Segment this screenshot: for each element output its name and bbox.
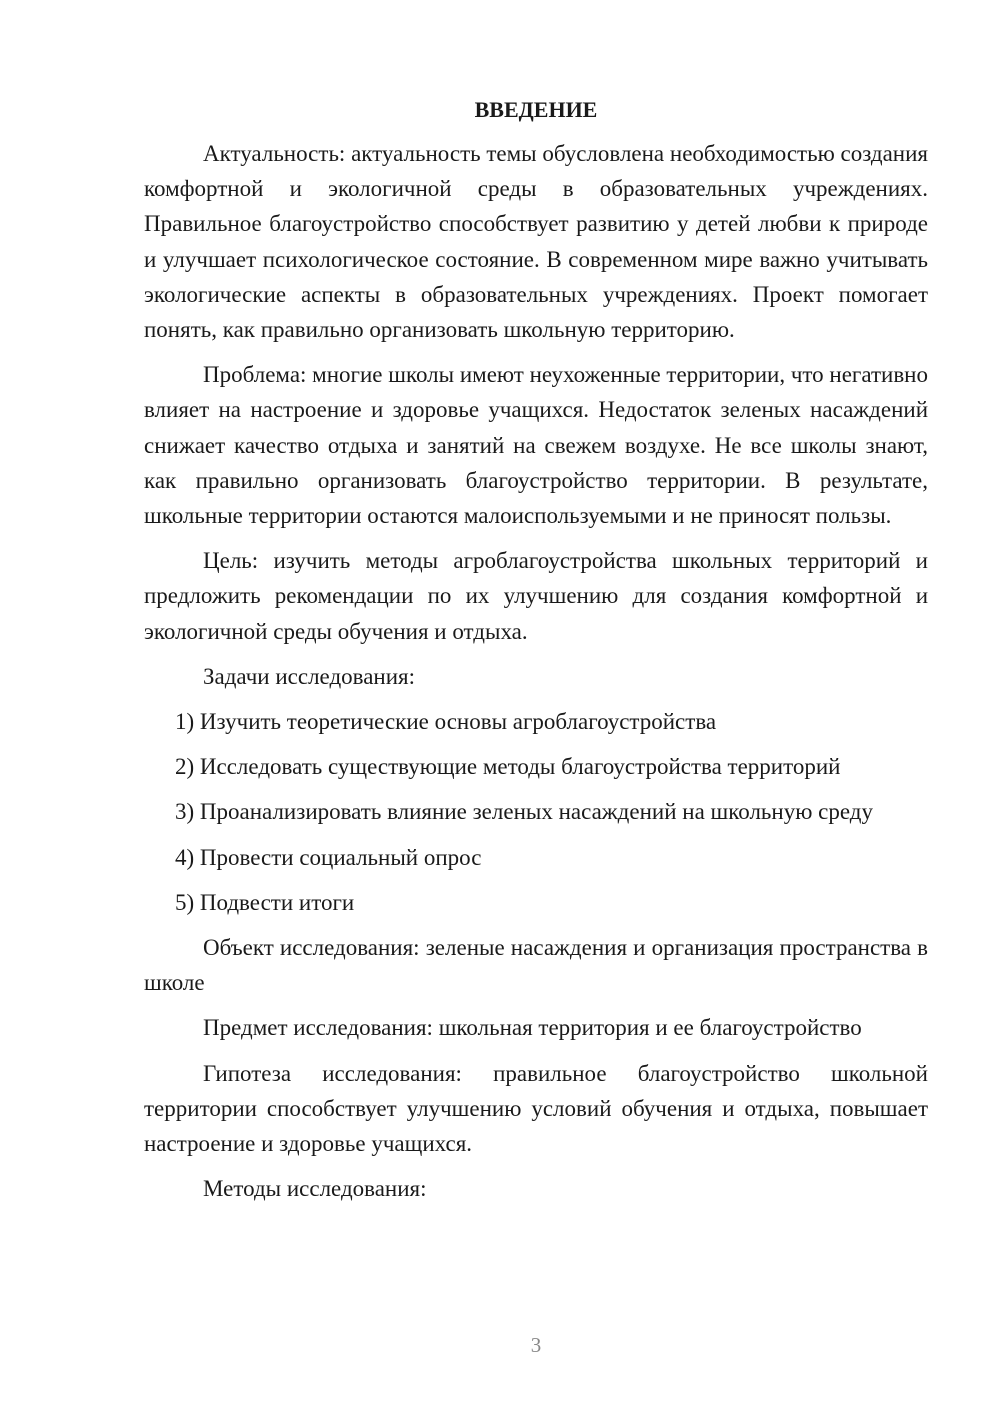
list-item: 4) Провести социальный опрос <box>175 844 482 870</box>
problem-paragraph: Проблема: многие школы имеют неухоженные территории, что негативно влияет на настроение и здоровье учащихся. Недостаток зеленых насаждений снижает качество отдыха и занятий на свежем воздухе. Не все школы знают, как правильно организовать благоустройство территории. В результате, школьные территории остаются малоиспользуемыми и не приносят пользы. <box>144 362 928 529</box>
list-item: 5) Подвести итоги <box>175 889 355 915</box>
object-paragraph: Объект исследования: зеленые насаждения и организация пространства в школе <box>144 935 928 996</box>
tasks-list <box>144 704 928 920</box>
list-item: 2) Исследовать существующие методы благоустройства территорий <box>175 754 841 780</box>
goal-paragraph: Цель: изучить методы агроблагоустройства школьных территорий и предложить рекомендации по их улучшению для создания комфортной и экологичной среды обучения и отдыха. <box>144 548 928 644</box>
tasks-heading: Задачи исследования: <box>203 663 416 689</box>
relevance-paragraph: Актуальность: актуальность темы обусловлена необходимостью создания комфортной и экологичной среды в образовательных учреждениях. Правильное благоустройство способствует развитию у детей любви к природе и улучшает психологическое состояние. В современном мире важно учитывать экологические аспекты в образовательных учреждениях. Проект помогает понять, как правильно организовать школьную территорию. <box>144 141 929 343</box>
subject-paragraph: Предмет исследования: школьная территория и ее благоустройство <box>203 1015 862 1041</box>
page-content <box>144 92 928 1216</box>
methods-heading: Методы исследования: <box>203 1176 427 1202</box>
list-item: 3) Проанализировать влияние зеленых насаждений на школьную среду <box>175 799 873 825</box>
hypothesis-paragraph: Гипотеза исследования: правильное благоустройство школьной территории способствует улучшению условий обучения и отдыха, повышает настроение и здоровье учащихся. <box>144 1060 928 1157</box>
section-title: ВВЕДЕНИЕ <box>474 97 598 122</box>
list-item: 1) Изучить теоретические основы агроблагоустройства <box>175 709 717 735</box>
page-number: 3 <box>530 1333 542 1357</box>
